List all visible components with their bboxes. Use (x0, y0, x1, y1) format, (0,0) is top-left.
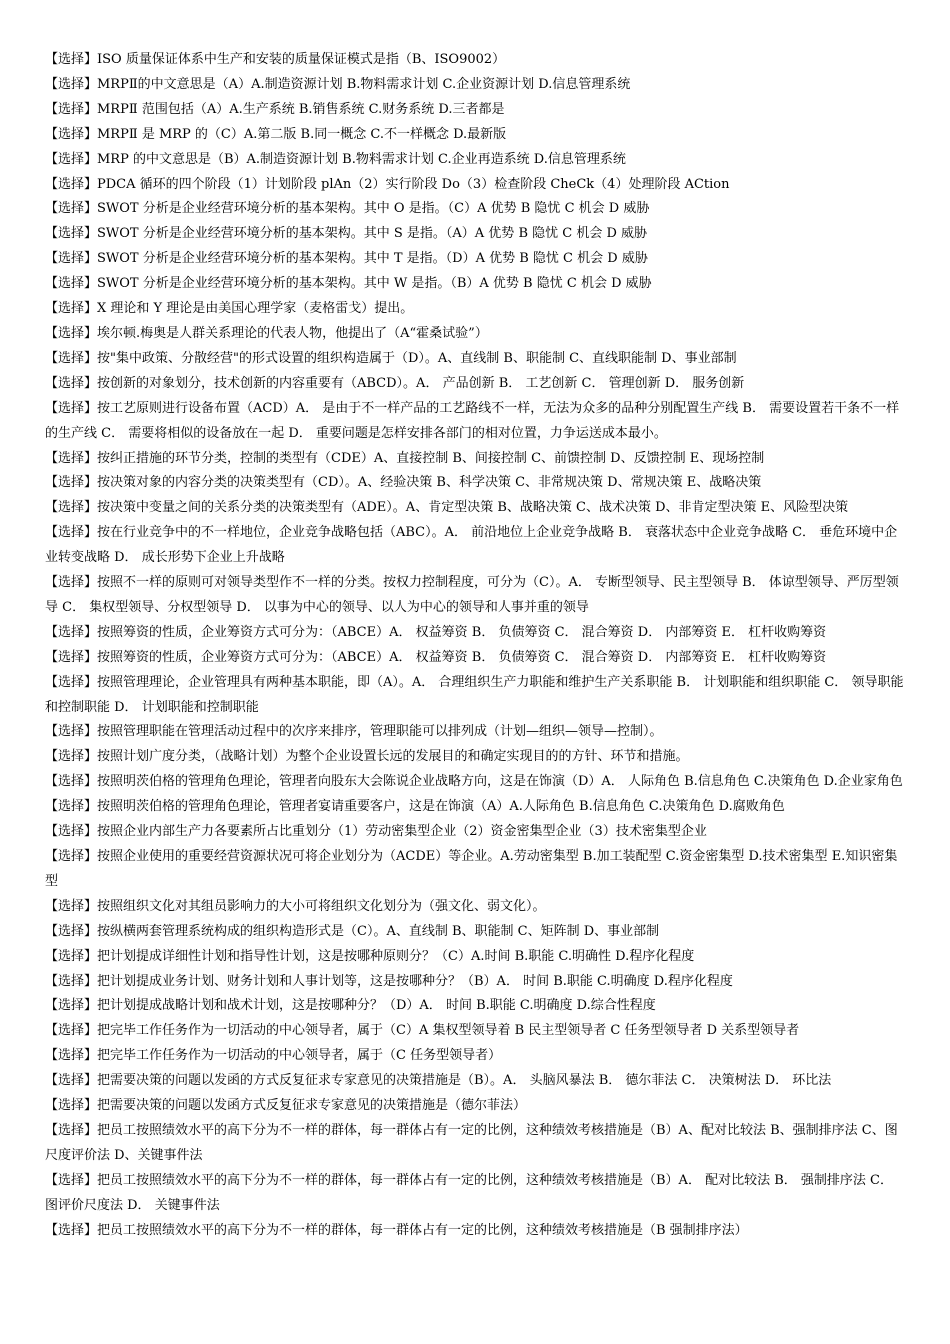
question-line: 【选择】MRPⅡ 范围包括（A）A.生产系统 B.销售系统 C.财务系统 D.三者都是 (45, 101, 505, 117)
question-line: 【选择】SWOT 分析是企业经营环境分析的基本架构。其中 T 是指。（D）A 优势 B 隐忧 C 机会 D 威胁 (45, 251, 648, 267)
question-line: 【选择】MRP 的中文意思是（B）A.制造资源计划 B.物料需求计划 C.企业再造系统 D.信息管理系统 (45, 151, 626, 167)
question-line: 【选择】按照不一样的原则可对领导类型作不一样的分类。按权力控制程度，可分为（C）。A． 专断型领导、民主型领导 B． 体谅型领导、严厉型领导 C． 集权型领导、分权型领导 D． 以事为中心的领导、以人为中心的领导和人事并重的领导 (45, 575, 899, 615)
question-line: 【选择】按工艺原则进行设备布置（ACD）A． 是由于不一样产品的工艺路线不一样，无法为众多的品种分别配置生产线 B． 需要设置若干条不一样的生产线 C． 需要将相似的设备放在一起 D． 重要问题是怎样安排各部门的相对位置，力争运送成本最小。 (45, 400, 900, 441)
question-line: 【选择】按纵横两套管理系统构成的组织构造形式是（C）。A、直线制 B、职能制 C、矩阵制 D、事业部制 (45, 923, 660, 939)
question-line: 【选择】按照企业使用的重要经营资源状况可将企业划分为（ACDE）等企业。A.劳动密集型 B.加工装配型 C.资金密集型 D.技术密集型 E.知识密集型 (45, 849, 898, 889)
question-line: 【选择】埃尔顿.梅奥是人群关系理论的代表人物，他提出了（A“霍桑试验”） (45, 325, 488, 341)
question-line: 【选择】按创新的对象划分，技术创新的内容重要有（ABCD）。A． 产品创新 B． 工艺创新 C． 管理创新 D． 服务创新 (45, 375, 745, 391)
question-line: 【选择】按照明茨伯格的管理角色理论，管理者宴请重要客户，这是在饰演（A）A.人际角色 B.信息角色 C.决策角色 D.腐败角色 (45, 799, 785, 815)
question-line: 【选择】按"集中政策、分散经营"的形式设置的组织构造属于（D）。A、直线制 B、职能制 C、直线职能制 D、事业部制 (45, 350, 737, 366)
question-line: 【选择】把员工按照绩效水平的高下分为不一样的群体，每一群体占有一定的比例，这种绩效考核措施是（B 强制排序法） (45, 1222, 748, 1238)
question-line: 【选择】MRPⅡ 是 MRP 的（C）A.第二版 B.同一概念 C.不一样概念 D.最新版 (45, 126, 507, 142)
question-line: 【选择】把计划提成业务计划、财务计划和人事计划等，这是按哪种分？（B）A． 时间 B.职能 C.明确度 D.程序化程度 (45, 973, 733, 989)
question-line: 【选择】按照筹资的性质，企业筹资方式可分为：（ABCE）A． 权益筹资 B． 负债筹资 C． 混合筹资 D． 内部筹资 E． 杠杆收购筹资 (45, 649, 827, 665)
question-line: 【选择】按照组织文化对其组员影响力的大小可将组织文化划分为（强文化、弱文化）。 (45, 898, 546, 914)
question-line: 【选择】按照筹资的性质，企业筹资方式可分为：（ABCE）A． 权益筹资 B． 负债筹资 C． 混合筹资 D． 内部筹资 E． 杠杆收购筹资 (45, 624, 827, 640)
question-line: 【选择】X 理论和 Y 理论是由美国心理学家（麦格雷戈）提出。 (45, 301, 414, 317)
question-line: 【选择】把计划提成详细性计划和指导性计划，这是按哪种原则分？（C）A.时间 B.职能 C.明确性 D.程序化程度 (45, 948, 695, 964)
question-line: 【选择】把需要决策的问题以发函的方式反复征求专家意见的决策措施是（B）。A． 头脑风暴法 B． 德尔菲法 C． 决策树法 D． 环比法 (45, 1073, 832, 1089)
question-line: 【选择】把员工按照绩效水平的高下分为不一样的群体，每一群体占有一定的比例，这种绩效考核措施是（B）A、配对比较法 B、强制排序法 C、图尺度评价法 D、关键事件法 (45, 1122, 898, 1163)
question-line: 【选择】按纠正措施的环节分类，控制的类型有（CDE）A、直接控制 B、间接控制 C、前馈控制 D、反馈控制 E、现场控制 (45, 450, 765, 466)
question-line: 【选择】按照计划广度分类，（战略计划）为整个企业设置长远的发展目的和确定实现目的的方针、环节和措施。 (45, 749, 689, 765)
question-line: 【选择】按决策对象的内容分类的决策类型有（CD）。A、经验决策 B、科学决策 C、非常规决策 D、常规决策 E、战略决策 (45, 475, 762, 491)
question-line: 【选择】把完毕工作任务作为一切活动的中心领导者，属于（C）A 集权型领导着 B 民主型领导者 C 任务型领导者 D 关系型领导者 (45, 1023, 800, 1039)
question-line: 【选择】按决策中变量之间的关系分类的决策类型有（ADE）。A、肯定型决策 B、战略决策 C、战术决策 D、非肯定型决策 E、风险型决策 (45, 500, 849, 516)
question-line: 【选择】按照管理理论，企业管理具有两种基本职能，即（A）。A． 合理组织生产力职能和维护生产关系职能 B． 计划职能和组织职能 C． 领导职能和控制职能 D． 计划职能和控制职能 (45, 674, 904, 715)
question-line: 【选择】PDCA 循环的四个阶段（1）计划阶段 plAn（2）实行阶段 Do（3）检查阶段 CheCk（4）处理阶段 ACtion (45, 176, 730, 192)
question-line: 【选择】SWOT 分析是企业经营环境分析的基本架构。其中 W 是指。（B）A 优势 B 隐忧 C 机会 D 威胁 (45, 276, 652, 292)
question-line: 【选择】ISO 质量保证体系中生产和安装的质量保证模式是指（B、ISO9002） (45, 52, 506, 67)
question-line: 【选择】按在行业竞争中的不一样地位，企业竞争战略包括（ABC）。A． 前沿地位上企业竞争战略 B． 衰落状态中企业竞争战略 C． 垂危环境中企业转变战略 D． 成长形势下企业上升战略 (45, 525, 898, 566)
question-line: 【选择】按照管理职能在管理活动过程中的次序来排序，管理职能可以排列成（计划—组织—领导—控制）。 (45, 724, 663, 740)
question-line: 【选择】把计划提成战略计划和战术计划，这是按哪种分？（D）A． 时间 B.职能 C.明确度 D.综合性程度 (45, 998, 656, 1014)
question-line: 【选择】MRPⅡ的中文意思是（A）A.制造资源计划 B.物料需求计划 C.企业资源计划 D.信息管理系统 (45, 76, 631, 92)
question-line: 【选择】SWOT 分析是企业经营环境分析的基本架构。其中 S 是指。（A）A 优势 B 隐忧 C 机会 D 威胁 (45, 226, 648, 242)
question-line: 【选择】把需要决策的问题以发函方式反复征求专家意见的决策措施是（德尔菲法） (45, 1098, 527, 1114)
question-line: 【选择】把完毕工作任务作为一切活动的中心领导者，属于（C 任务型领导者） (45, 1048, 502, 1064)
question-list (45, 48, 906, 1244)
question-line: 【选择】按照明茨伯格的管理角色理论，管理者向股东大会陈说企业战略方向，这是在饰演（D）A． 人际角色 B.信息角色 C.决策角色 D.企业家角色 (45, 774, 903, 790)
question-line: 【选择】按照企业内部生产力各要素所占比重划分（1）劳动密集型企业（2）资金密集型企业（3）技术密集型企业 (45, 824, 707, 840)
question-line: 【选择】SWOT 分析是企业经营环境分析的基本架构。其中 O 是指。（C）A 优势 B 隐忧 C 机会 D 威胁 (45, 201, 650, 217)
question-line: 【选择】把员工按照绩效水平的高下分为不一样的群体，每一群体占有一定的比例，这种绩效考核措施是（B）A． 配对比较法 B． 强制排序法 C． 图评价尺度法 D． 关键事件法 (45, 1172, 898, 1213)
